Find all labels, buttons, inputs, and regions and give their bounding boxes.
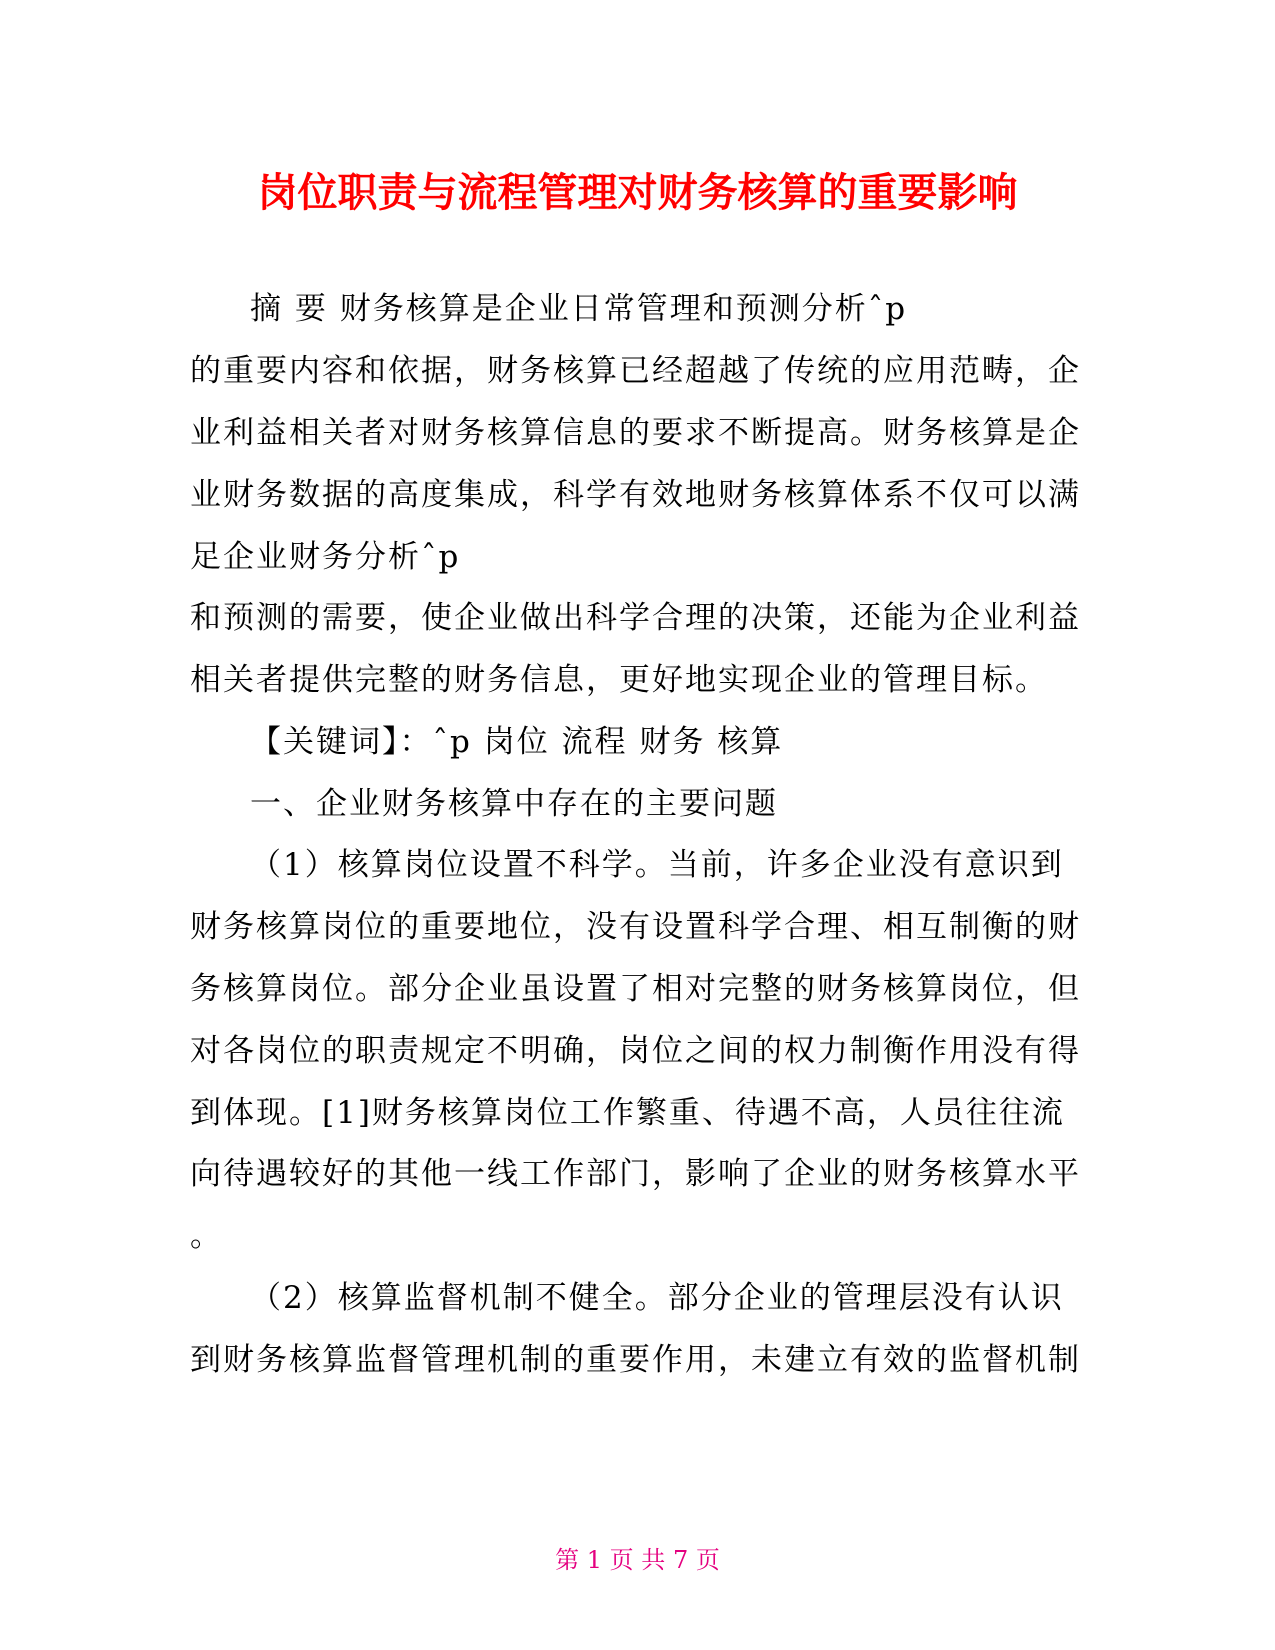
abstract-line-6: 和预测的需要，使企业做出科学合理的决策，还能为企业利益 — [190, 600, 1081, 636]
paragraph-1-line-2: 财务核算岗位的重要地位，没有设置科学合理、相互制衡的财 — [190, 909, 1081, 945]
paragraph-1-line-3: 务核算岗位。部分企业虽设置了相对完整的财务核算岗位，但 — [190, 971, 1081, 1007]
abstract-line-2: 的重要内容和依据，财务核算已经超越了传统的应用范畴，企 — [190, 353, 1081, 389]
abstract-line-3: 业利益相关者对财务核算信息的要求不断提高。财务核算是企 — [190, 415, 1081, 451]
paragraph-2-line-1: （2）核算监督机制不健全。部分企业的管理层没有认识 — [250, 1280, 1064, 1316]
paragraph-1-line-1: （1）核算岗位设置不科学。当前，许多企业没有意识到 — [250, 847, 1064, 883]
paragraph-1-line-7: 。 — [190, 1218, 223, 1254]
abstract-line-5: 足企业财务分析ˆp — [190, 539, 461, 575]
abstract-line-7: 相关者提供完整的财务信息，更好地实现企业的管理目标。 — [190, 662, 1048, 698]
paragraph-1-line-6: 向待遇较好的其他一线工作部门，影响了企业的财务核算水平 — [190, 1156, 1081, 1192]
paragraph-1-line-5: 到体现。[1]财务核算岗位工作繁重、待遇不高，人员往往流 — [190, 1095, 1065, 1131]
page-footer: 第 1 页 共 7 页 — [555, 1546, 720, 1574]
abstract-line-1: 摘 要 财务核算是企业日常管理和预测分析ˆp — [250, 291, 908, 327]
keywords-line: 【关键词】：ˆp 岗位 流程 财务 核算 — [250, 724, 784, 760]
paragraph-1-line-4: 对各岗位的职责规定不明确，岗位之间的权力制衡作用没有得 — [190, 1033, 1081, 1069]
abstract-line-4: 业财务数据的高度集成，科学有效地财务核算体系不仅可以满 — [190, 477, 1081, 513]
section-heading: 一、企业财务核算中存在的主要问题 — [250, 786, 778, 822]
document-title: 岗位职责与流程管理对财务核算的重要影响 — [257, 170, 1018, 216]
paragraph-2-line-2: 到财务核算监督管理机制的重要作用，未建立有效的监督机制 — [190, 1342, 1081, 1378]
